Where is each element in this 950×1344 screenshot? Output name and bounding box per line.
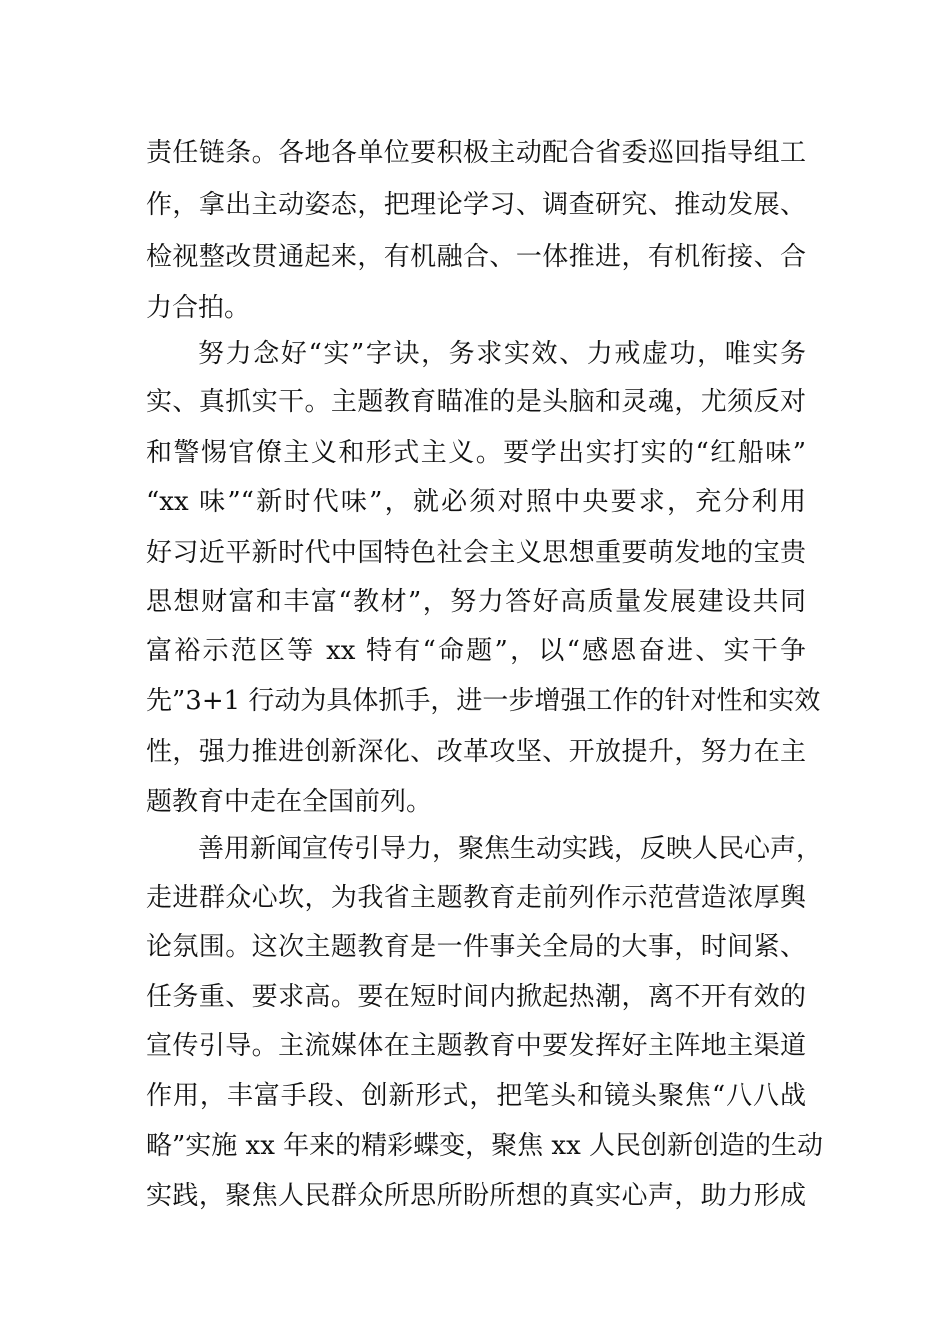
text-line: 论氛围。这次主题教育是一件事关全局的大事，时间紧、: [146, 932, 806, 962]
text-line: 实、真抓实干。主题教育瞄准的是头脑和灵魂，尤须反对: [146, 387, 806, 417]
text-line: 实践，聚焦人民群众所思所盼所想的真实心声，助力形成: [146, 1181, 806, 1211]
text-line: 力合拍。: [146, 293, 251, 323]
paragraph-first-line: 努力念好“实”字诀，务求实效、力戒虚功，唯实务: [198, 339, 806, 369]
text-line: 略”实施 xx 年来的精彩蝶变，聚焦 xx 人民创新创造的生动: [146, 1131, 824, 1161]
text-line: 好习近平新时代中国特色社会主义思想重要萌发地的宝贵: [146, 538, 806, 568]
text-line: 富裕示范区等 xx 特有“命题”，以“感恩奋进、实干争: [146, 636, 806, 666]
text-line: 先”3+1 行动为具体抓手，进一步增强工作的针对性和实效: [146, 686, 821, 716]
text-line: 责任链条。各地各单位要积极主动配合省委巡回指导组工: [146, 138, 806, 168]
text-line: 走进群众心坎，为我省主题教育走前列作示范营造浓厚舆: [146, 883, 806, 913]
text-line: 宣传引导。主流媒体在主题教育中要发挥好主阵地主渠道: [146, 1031, 806, 1061]
paragraph-first-line: 善用新闻宣传引导力，聚焦生动实践，反映人民心声，: [198, 834, 823, 864]
text-line: 检视整改贯通起来，有机融合、一体推进，有机衔接、合: [146, 242, 806, 272]
text-line: 题教育中走在全国前列。: [146, 787, 433, 817]
text-line: 作，拿出主动姿态，把理论学习、调查研究、推动发展、: [146, 190, 806, 220]
text-line: 作用，丰富手段、创新形式，把笔头和镜头聚焦“八八战: [146, 1081, 806, 1111]
text-line: “xx 味”“新时代味”，就必须对照中央要求，充分利用: [146, 487, 806, 517]
text-line: 思想财富和丰富“教材”，努力答好高质量发展建设共同: [146, 587, 806, 617]
text-line: 和警惕官僚主义和形式主义。要学出实打实的“红船味”: [146, 438, 806, 468]
text-line: 任务重、要求高。要在短时间内掀起热潮，离不开有效的: [146, 982, 806, 1012]
text-line: 性，强力推进创新深化、改革攻坚、开放提升，努力在主: [146, 737, 806, 767]
